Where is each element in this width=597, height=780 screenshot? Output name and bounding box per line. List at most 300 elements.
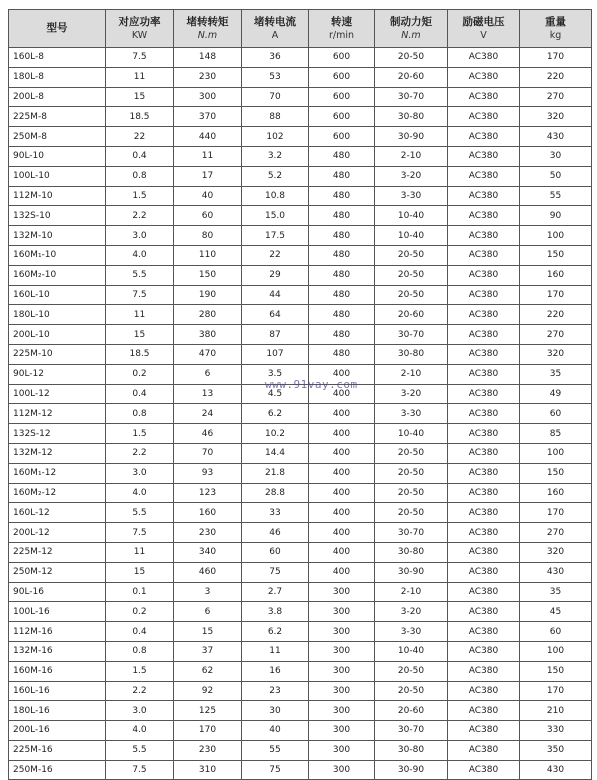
cell-excitation-voltage: AC380 — [448, 562, 520, 582]
cell-excitation-voltage: AC380 — [448, 344, 520, 364]
cell-locked-torque: 6 — [174, 602, 242, 622]
cell-excitation-voltage: AC380 — [448, 206, 520, 226]
cell-speed: 300 — [309, 582, 375, 602]
cell-model: 112M-10 — [9, 186, 106, 206]
table-row — [9, 542, 592, 562]
cell-locked-current: 70 — [242, 87, 309, 107]
cell-brake-torque: 30-70 — [375, 523, 448, 543]
cell-brake-torque: 30-70 — [375, 721, 448, 741]
cell-model: 132S-12 — [9, 424, 106, 444]
cell-weight: 150 — [520, 463, 592, 483]
cell-brake-torque: 20-50 — [375, 503, 448, 523]
cell-locked-current: 6.2 — [242, 404, 309, 424]
cell-locked-torque: 150 — [174, 265, 242, 285]
table-row — [9, 681, 592, 701]
cell-excitation-voltage: AC380 — [448, 166, 520, 186]
cell-power: 5.5 — [106, 503, 174, 523]
cell-excitation-voltage: AC380 — [448, 622, 520, 642]
cell-locked-torque: 24 — [174, 404, 242, 424]
cell-weight: 49 — [520, 384, 592, 404]
cell-locked-torque: 40 — [174, 186, 242, 206]
cell-power: 2.2 — [106, 206, 174, 226]
motor-spec-table — [8, 9, 592, 780]
cell-excitation-voltage: AC380 — [448, 602, 520, 622]
cell-locked-current: 46 — [242, 523, 309, 543]
cell-weight: 100 — [520, 641, 592, 661]
cell-brake-torque: 2-10 — [375, 582, 448, 602]
cell-brake-torque: 30-70 — [375, 87, 448, 107]
cell-brake-torque: 3-20 — [375, 602, 448, 622]
cell-locked-current: 6.2 — [242, 622, 309, 642]
cell-locked-torque: 280 — [174, 305, 242, 325]
cell-locked-current: 107 — [242, 344, 309, 364]
cell-weight: 160 — [520, 265, 592, 285]
cell-weight: 55 — [520, 186, 592, 206]
cell-excitation-voltage: AC380 — [448, 681, 520, 701]
cell-locked-torque: 230 — [174, 740, 242, 760]
cell-weight: 170 — [520, 285, 592, 305]
cell-speed: 400 — [309, 364, 375, 384]
cell-power: 0.2 — [106, 602, 174, 622]
cell-speed: 300 — [309, 641, 375, 661]
cell-model: 160M₁-10 — [9, 245, 106, 265]
cell-brake-torque: 30-80 — [375, 344, 448, 364]
cell-weight: 220 — [520, 305, 592, 325]
cell-speed: 400 — [309, 424, 375, 444]
cell-power: 0.8 — [106, 166, 174, 186]
cell-excitation-voltage: AC380 — [448, 384, 520, 404]
cell-brake-torque: 20-50 — [375, 265, 448, 285]
cell-locked-current: 11 — [242, 641, 309, 661]
cell-locked-current: 88 — [242, 107, 309, 127]
table-row — [9, 523, 592, 543]
table-row — [9, 305, 592, 325]
cell-locked-current: 75 — [242, 562, 309, 582]
cell-weight: 35 — [520, 364, 592, 384]
cell-excitation-voltage: AC380 — [448, 226, 520, 246]
cell-excitation-voltage: AC380 — [448, 87, 520, 107]
cell-speed: 480 — [309, 325, 375, 345]
cell-model: 100L-10 — [9, 166, 106, 186]
cell-power: 15 — [106, 325, 174, 345]
table-row — [9, 483, 592, 503]
cell-locked-current: 4.5 — [242, 384, 309, 404]
cell-locked-current: 22 — [242, 245, 309, 265]
cell-locked-current: 15.0 — [242, 206, 309, 226]
cell-brake-torque: 20-50 — [375, 245, 448, 265]
cell-power: 7.5 — [106, 760, 174, 780]
header-weight: 重量 kg — [520, 10, 592, 48]
cell-locked-torque: 11 — [174, 146, 242, 166]
cell-locked-torque: 13 — [174, 384, 242, 404]
cell-power: 4.0 — [106, 245, 174, 265]
cell-brake-torque: 20-50 — [375, 48, 448, 68]
table-row — [9, 760, 592, 780]
cell-locked-torque: 160 — [174, 503, 242, 523]
cell-speed: 300 — [309, 701, 375, 721]
cell-model: 180L-8 — [9, 67, 106, 87]
cell-brake-torque: 10-40 — [375, 424, 448, 444]
cell-weight: 100 — [520, 443, 592, 463]
cell-model: 100L-12 — [9, 384, 106, 404]
cell-weight: 170 — [520, 48, 592, 68]
cell-model: 200L-8 — [9, 87, 106, 107]
cell-locked-current: 3.2 — [242, 146, 309, 166]
header-speed-unit: r/min — [328, 29, 355, 41]
cell-power: 0.8 — [106, 641, 174, 661]
table-row — [9, 344, 592, 364]
cell-brake-torque: 2-10 — [375, 364, 448, 384]
header-brake-torque: 制动力矩 N.m — [375, 10, 448, 48]
cell-power: 2.2 — [106, 681, 174, 701]
cell-model: 180L-16 — [9, 701, 106, 721]
table-row — [9, 206, 592, 226]
cell-speed: 600 — [309, 127, 375, 147]
cell-locked-current: 40 — [242, 721, 309, 741]
cell-speed: 480 — [309, 146, 375, 166]
header-row — [9, 10, 592, 48]
cell-weight: 330 — [520, 721, 592, 741]
cell-model: 225M-10 — [9, 344, 106, 364]
cell-weight: 430 — [520, 127, 592, 147]
cell-model: 160L-8 — [9, 48, 106, 68]
cell-power: 7.5 — [106, 285, 174, 305]
cell-brake-torque: 3-30 — [375, 622, 448, 642]
cell-model: 225M-12 — [9, 542, 106, 562]
cell-locked-torque: 125 — [174, 701, 242, 721]
cell-weight: 150 — [520, 661, 592, 681]
cell-brake-torque: 30-80 — [375, 107, 448, 127]
cell-locked-torque: 123 — [174, 483, 242, 503]
cell-power: 2.2 — [106, 443, 174, 463]
table-row — [9, 602, 592, 622]
cell-speed: 300 — [309, 602, 375, 622]
cell-speed: 300 — [309, 661, 375, 681]
cell-brake-torque: 20-50 — [375, 443, 448, 463]
cell-speed: 400 — [309, 404, 375, 424]
cell-locked-current: 3.8 — [242, 602, 309, 622]
cell-power: 3.0 — [106, 226, 174, 246]
cell-speed: 480 — [309, 305, 375, 325]
table-row — [9, 285, 592, 305]
cell-speed: 600 — [309, 87, 375, 107]
cell-brake-torque: 10-40 — [375, 206, 448, 226]
cell-locked-torque: 93 — [174, 463, 242, 483]
cell-excitation-voltage: AC380 — [448, 325, 520, 345]
cell-locked-torque: 310 — [174, 760, 242, 780]
cell-locked-torque: 300 — [174, 87, 242, 107]
cell-weight: 85 — [520, 424, 592, 444]
table-header — [9, 10, 592, 48]
cell-excitation-voltage: AC380 — [448, 523, 520, 543]
table-row — [9, 740, 592, 760]
watermark-text: www.91vay.com — [265, 378, 358, 391]
cell-excitation-voltage: AC380 — [448, 701, 520, 721]
header-locked-current: 堵转电流 A — [242, 10, 309, 48]
cell-speed: 400 — [309, 523, 375, 543]
cell-power: 7.5 — [106, 523, 174, 543]
cell-locked-torque: 92 — [174, 681, 242, 701]
cell-model: 160M-16 — [9, 661, 106, 681]
cell-speed: 400 — [309, 542, 375, 562]
cell-speed: 480 — [309, 166, 375, 186]
cell-model: 250M-16 — [9, 760, 106, 780]
cell-model: 160L-12 — [9, 503, 106, 523]
cell-locked-torque: 230 — [174, 67, 242, 87]
cell-brake-torque: 10-40 — [375, 226, 448, 246]
cell-excitation-voltage: AC380 — [448, 285, 520, 305]
cell-model: 180L-10 — [9, 305, 106, 325]
cell-brake-torque: 10-40 — [375, 641, 448, 661]
cell-locked-current: 14.4 — [242, 443, 309, 463]
cell-power: 15 — [106, 562, 174, 582]
cell-locked-current: 87 — [242, 325, 309, 345]
cell-power: 7.5 — [106, 48, 174, 68]
cell-model: 160L-10 — [9, 285, 106, 305]
cell-locked-torque: 17 — [174, 166, 242, 186]
table-row — [9, 641, 592, 661]
cell-excitation-voltage: AC380 — [448, 146, 520, 166]
cell-model: 225M-8 — [9, 107, 106, 127]
cell-excitation-voltage: AC380 — [448, 721, 520, 741]
cell-brake-torque: 20-50 — [375, 681, 448, 701]
cell-locked-current: 55 — [242, 740, 309, 760]
cell-brake-torque: 20-60 — [375, 67, 448, 87]
cell-locked-current: 64 — [242, 305, 309, 325]
cell-speed: 600 — [309, 107, 375, 127]
cell-locked-current: 16 — [242, 661, 309, 681]
cell-speed: 480 — [309, 186, 375, 206]
cell-excitation-voltage: AC380 — [448, 404, 520, 424]
cell-speed: 480 — [309, 245, 375, 265]
cell-speed: 480 — [309, 344, 375, 364]
cell-excitation-voltage: AC380 — [448, 364, 520, 384]
cell-locked-torque: 148 — [174, 48, 242, 68]
cell-locked-torque: 15 — [174, 622, 242, 642]
cell-speed: 400 — [309, 443, 375, 463]
cell-speed: 400 — [309, 483, 375, 503]
cell-excitation-voltage: AC380 — [448, 305, 520, 325]
cell-locked-torque: 460 — [174, 562, 242, 582]
cell-power: 5.5 — [106, 740, 174, 760]
cell-power: 1.5 — [106, 186, 174, 206]
cell-excitation-voltage: AC380 — [448, 661, 520, 681]
cell-brake-torque: 3-30 — [375, 186, 448, 206]
spec-table-container — [8, 9, 592, 780]
cell-brake-torque: 30-90 — [375, 760, 448, 780]
cell-model: 160M₁-12 — [9, 463, 106, 483]
cell-model: 132M-10 — [9, 226, 106, 246]
cell-locked-torque: 110 — [174, 245, 242, 265]
cell-speed: 400 — [309, 463, 375, 483]
cell-weight: 35 — [520, 582, 592, 602]
cell-locked-current: 3.5 — [242, 364, 309, 384]
cell-brake-torque: 30-80 — [375, 542, 448, 562]
table-row — [9, 325, 592, 345]
cell-excitation-voltage: AC380 — [448, 740, 520, 760]
cell-power: 1.5 — [106, 661, 174, 681]
cell-excitation-voltage: AC380 — [448, 641, 520, 661]
cell-power: 4.0 — [106, 721, 174, 741]
cell-locked-torque: 80 — [174, 226, 242, 246]
cell-excitation-voltage: AC380 — [448, 186, 520, 206]
cell-weight: 320 — [520, 344, 592, 364]
table-row — [9, 404, 592, 424]
header-excitation-voltage: 励磁电压 V — [448, 10, 520, 48]
cell-model: 160M₂-12 — [9, 483, 106, 503]
cell-speed: 600 — [309, 48, 375, 68]
table-row — [9, 226, 592, 246]
cell-weight: 30 — [520, 146, 592, 166]
cell-brake-torque: 3-20 — [375, 384, 448, 404]
cell-power: 1.5 — [106, 424, 174, 444]
cell-brake-torque: 30-90 — [375, 562, 448, 582]
cell-model: 132M-16 — [9, 641, 106, 661]
table-row — [9, 146, 592, 166]
cell-locked-current: 21.8 — [242, 463, 309, 483]
cell-model: 112M-12 — [9, 404, 106, 424]
cell-power: 0.8 — [106, 404, 174, 424]
cell-power: 5.5 — [106, 265, 174, 285]
table-row — [9, 87, 592, 107]
cell-excitation-voltage: AC380 — [448, 424, 520, 444]
cell-locked-torque: 37 — [174, 641, 242, 661]
cell-brake-torque: 30-70 — [375, 325, 448, 345]
cell-weight: 170 — [520, 681, 592, 701]
table-body — [9, 48, 592, 780]
cell-speed: 300 — [309, 622, 375, 642]
cell-locked-torque: 62 — [174, 661, 242, 681]
cell-locked-torque: 70 — [174, 443, 242, 463]
cell-power: 22 — [106, 127, 174, 147]
table-row — [9, 582, 592, 602]
cell-locked-torque: 170 — [174, 721, 242, 741]
table-row — [9, 107, 592, 127]
cell-excitation-voltage: AC380 — [448, 760, 520, 780]
cell-weight: 430 — [520, 760, 592, 780]
cell-power: 0.4 — [106, 384, 174, 404]
cell-model: 112M-16 — [9, 622, 106, 642]
cell-brake-torque: 20-60 — [375, 305, 448, 325]
cell-weight: 270 — [520, 523, 592, 543]
table-row — [9, 245, 592, 265]
header-speed: 转速 r/min — [309, 10, 375, 48]
cell-model: 200L-16 — [9, 721, 106, 741]
table-row — [9, 424, 592, 444]
cell-speed: 400 — [309, 562, 375, 582]
cell-model: 90L-16 — [9, 582, 106, 602]
cell-excitation-voltage: AC380 — [448, 483, 520, 503]
cell-brake-torque: 20-50 — [375, 463, 448, 483]
cell-locked-current: 75 — [242, 760, 309, 780]
cell-weight: 220 — [520, 67, 592, 87]
cell-model: 90L-12 — [9, 364, 106, 384]
cell-brake-torque: 30-90 — [375, 127, 448, 147]
cell-locked-current: 102 — [242, 127, 309, 147]
cell-brake-torque: 3-30 — [375, 404, 448, 424]
cell-locked-torque: 230 — [174, 523, 242, 543]
table-row — [9, 661, 592, 681]
cell-speed: 300 — [309, 681, 375, 701]
cell-power: 18.5 — [106, 344, 174, 364]
cell-model: 250M-12 — [9, 562, 106, 582]
cell-locked-torque: 6 — [174, 364, 242, 384]
cell-locked-torque: 60 — [174, 206, 242, 226]
cell-excitation-voltage: AC380 — [448, 67, 520, 87]
cell-brake-torque: 20-60 — [375, 701, 448, 721]
cell-weight: 90 — [520, 206, 592, 226]
header-excitation-voltage-unit: V — [480, 29, 487, 41]
cell-speed: 400 — [309, 503, 375, 523]
cell-model: 200L-12 — [9, 523, 106, 543]
cell-power: 3.0 — [106, 701, 174, 721]
table-row — [9, 443, 592, 463]
table-row — [9, 503, 592, 523]
cell-power: 0.2 — [106, 364, 174, 384]
cell-weight: 210 — [520, 701, 592, 721]
header-locked-current-unit: A — [271, 29, 279, 41]
cell-weight: 320 — [520, 542, 592, 562]
cell-speed: 300 — [309, 721, 375, 741]
cell-power: 0.1 — [106, 582, 174, 602]
cell-weight: 170 — [520, 503, 592, 523]
cell-power: 0.4 — [106, 622, 174, 642]
cell-locked-current: 30 — [242, 701, 309, 721]
cell-weight: 60 — [520, 404, 592, 424]
cell-locked-current: 10.2 — [242, 424, 309, 444]
cell-excitation-voltage: AC380 — [448, 542, 520, 562]
cell-speed: 600 — [309, 67, 375, 87]
cell-model: 160L-16 — [9, 681, 106, 701]
cell-weight: 150 — [520, 245, 592, 265]
cell-brake-torque: 20-50 — [375, 483, 448, 503]
table-row — [9, 721, 592, 741]
cell-speed: 400 — [309, 384, 375, 404]
cell-locked-torque: 3 — [174, 582, 242, 602]
table-row — [9, 701, 592, 721]
cell-weight: 430 — [520, 562, 592, 582]
cell-excitation-voltage: AC380 — [448, 245, 520, 265]
cell-excitation-voltage: AC380 — [448, 582, 520, 602]
cell-locked-torque: 340 — [174, 542, 242, 562]
cell-power: 18.5 — [106, 107, 174, 127]
header-power: 对应功率 KW — [106, 10, 174, 48]
cell-locked-current: 5.2 — [242, 166, 309, 186]
cell-power: 11 — [106, 542, 174, 562]
cell-brake-torque: 20-50 — [375, 661, 448, 681]
header-weight-unit: kg — [549, 29, 562, 41]
header-brake-torque-unit: N.m — [401, 29, 421, 41]
cell-locked-current: 10.8 — [242, 186, 309, 206]
table-row — [9, 265, 592, 285]
cell-locked-current: 44 — [242, 285, 309, 305]
header-locked-torque-unit: N.m — [197, 29, 218, 41]
header-locked-torque: 堵转转矩 N.m — [174, 10, 242, 48]
cell-model: 200L-10 — [9, 325, 106, 345]
cell-speed: 480 — [309, 265, 375, 285]
cell-locked-torque: 370 — [174, 107, 242, 127]
cell-weight: 50 — [520, 166, 592, 186]
cell-brake-torque: 2-10 — [375, 146, 448, 166]
cell-model: 100L-16 — [9, 602, 106, 622]
cell-weight: 60 — [520, 622, 592, 642]
cell-speed: 300 — [309, 760, 375, 780]
cell-locked-torque: 380 — [174, 325, 242, 345]
table-row — [9, 562, 592, 582]
table-row — [9, 127, 592, 147]
table-row — [9, 622, 592, 642]
cell-brake-torque: 3-20 — [375, 166, 448, 186]
